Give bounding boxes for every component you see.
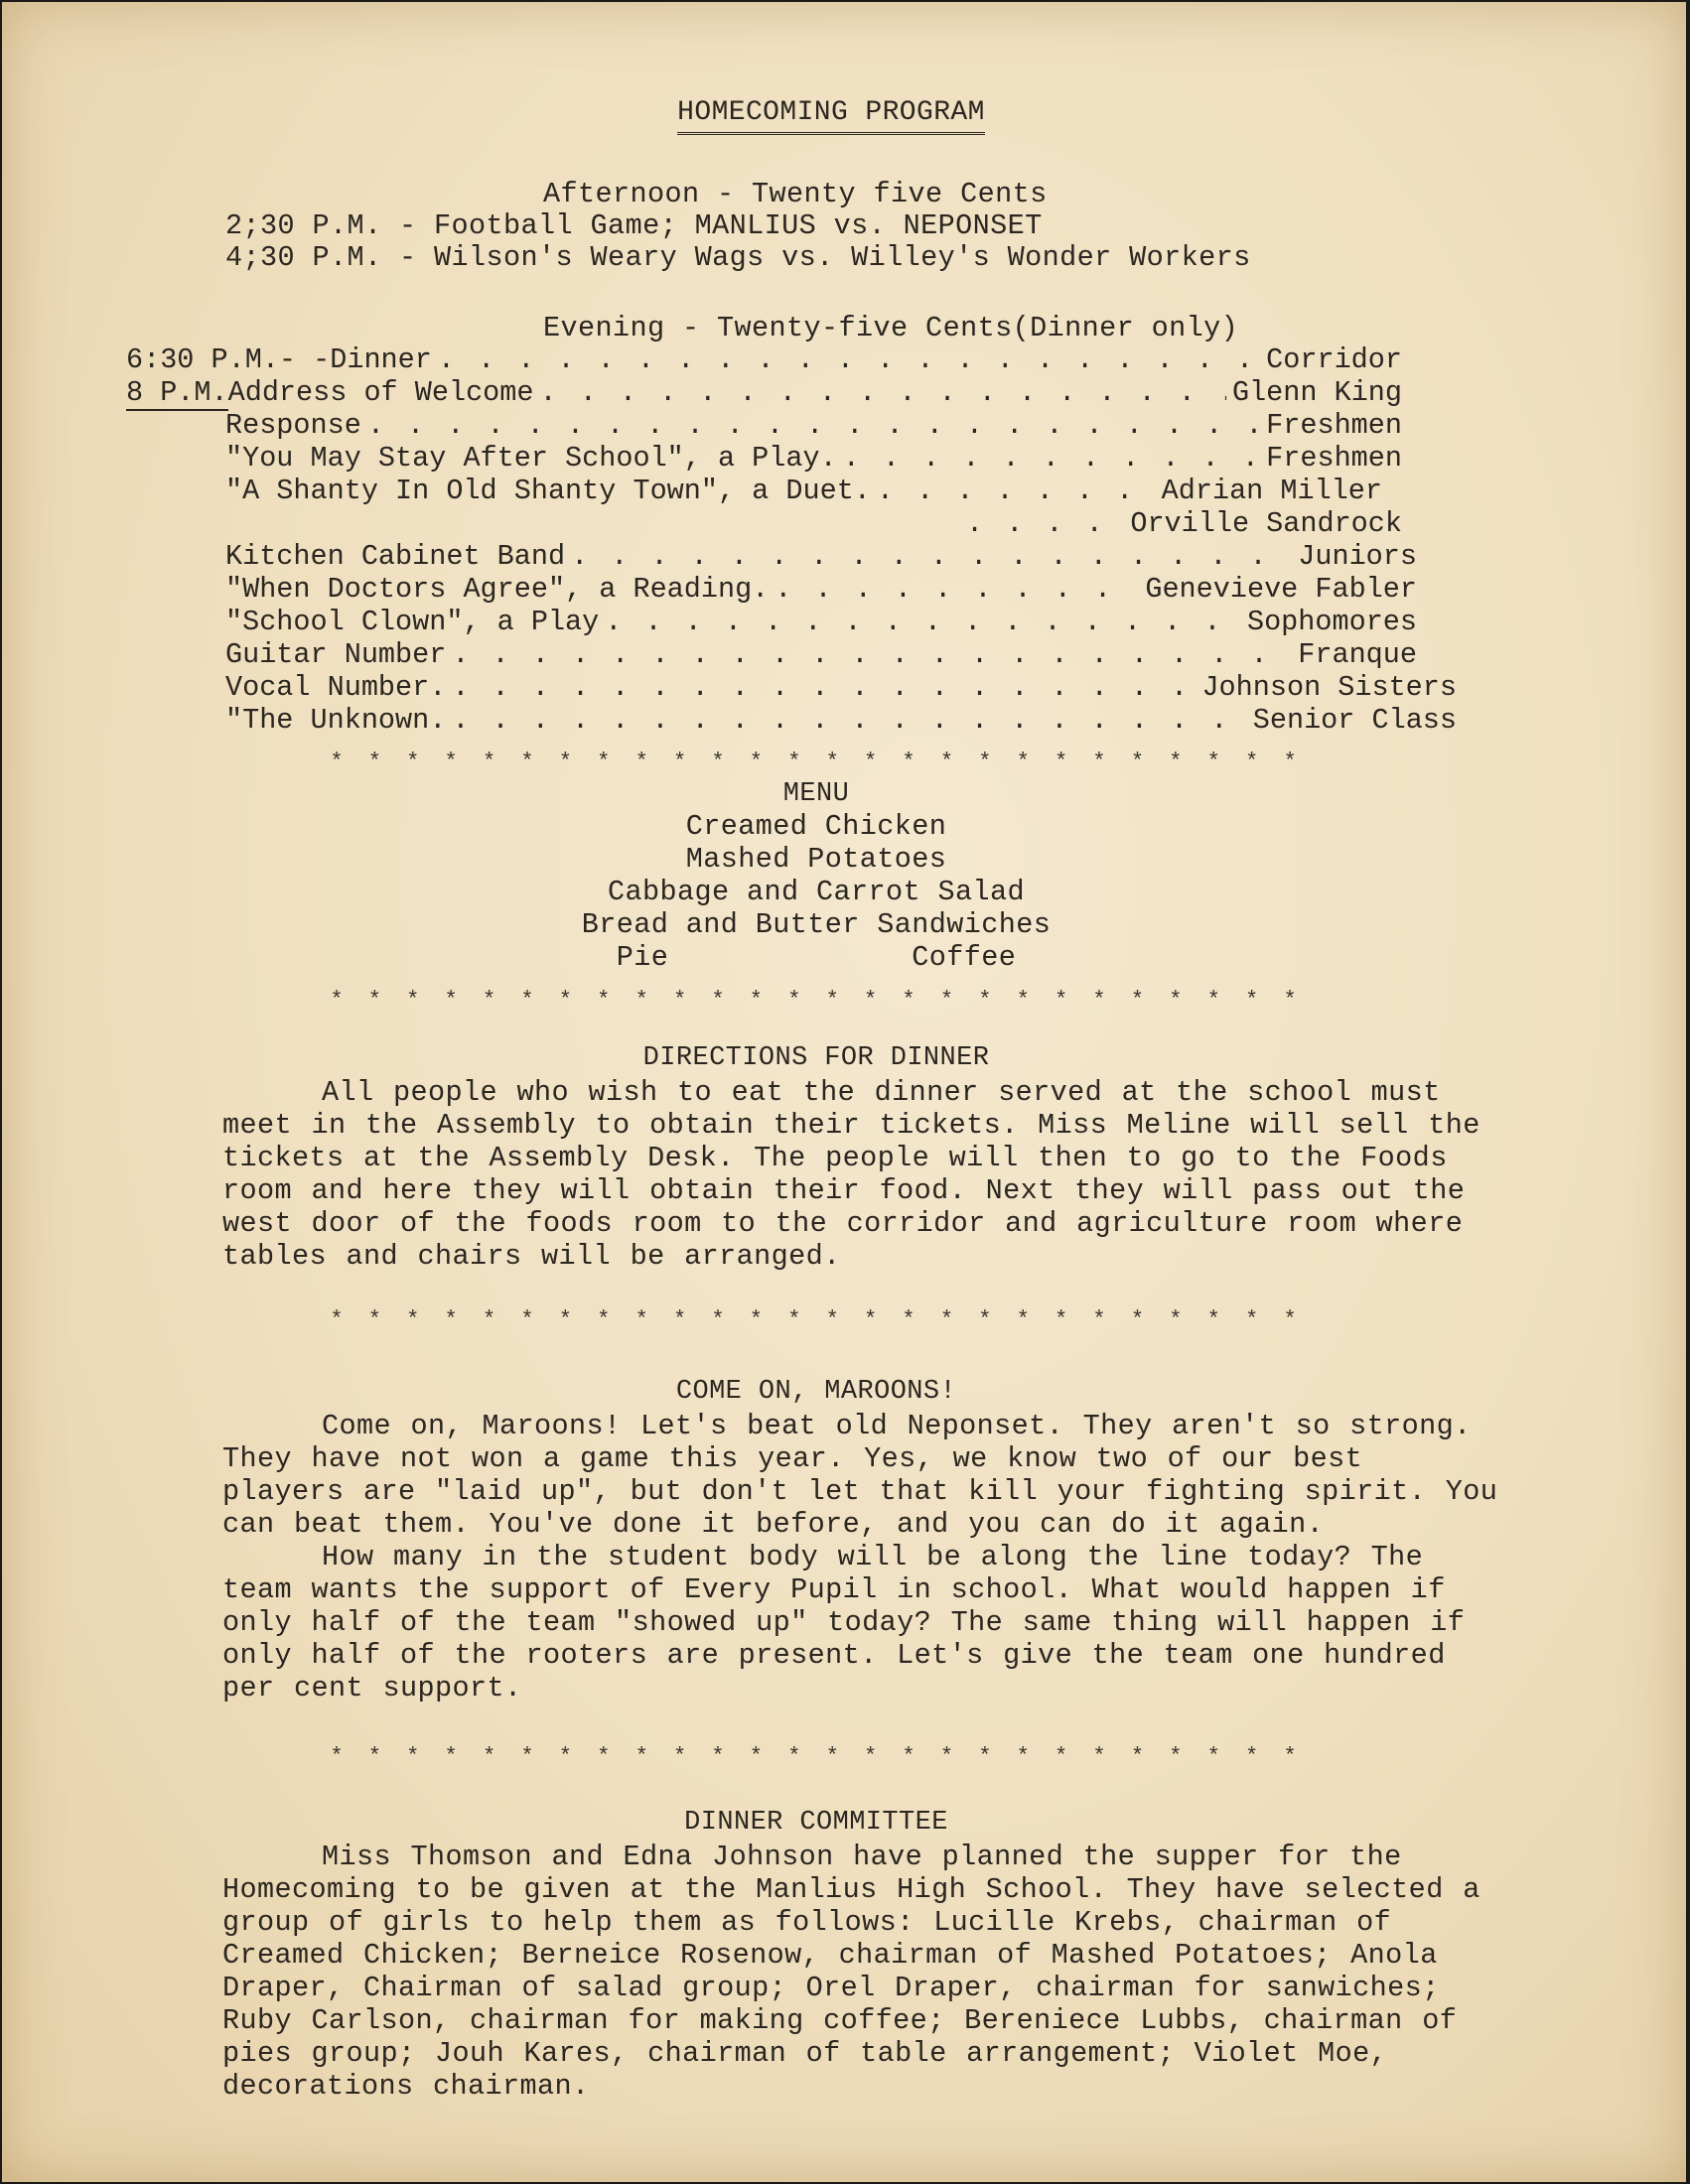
program-row	[225, 410, 1402, 442]
program-row	[225, 476, 1382, 507]
menu-item: Creamed Chicken	[685, 810, 947, 843]
paragraph: Miss Thomson and Edna Johnson have planned the supper for the Homecoming to be given at the Manlius High School. They have selected a group of girls to help them as follows: Lucille Krebs, chairman of Creamed Chicken; Berneice Rosenow, chairman of Mashed Potatoes; Anola Draper, Chairman of salad group; Orel Draper, chairman for sanwiches; Ruby Carlson, chairman for making coffee; Bereniece Lubbs, chairman of pies group; Jouh Kares, chairman of table arrangement; Violet Moe, decorations chairman.	[222, 1841, 1480, 2103]
directions-heading: DIRECTIONS FOR DINNER	[642, 1043, 990, 1073]
program-label: Dinner	[330, 343, 432, 376]
program-label: "You May Stay After School", a Play.	[225, 442, 837, 475]
afternoon-header: Afternoon - Twenty five Cents	[543, 178, 1048, 210]
dot-leader	[966, 508, 1124, 540]
dot-leader	[605, 607, 1241, 638]
menu-item: Mashed Potatoes	[685, 843, 947, 876]
program-performer: Franque	[1298, 638, 1417, 671]
program-row	[225, 639, 1417, 671]
star-divider: * * * * * * * * * * * * * * * * * * * * * * * * * *	[330, 988, 1303, 1013]
program-performer: Freshmen	[1266, 409, 1402, 442]
program-performer: Johnson Sisters	[1201, 671, 1457, 704]
program-row	[225, 705, 1457, 737]
committee-body	[222, 1841, 1503, 2103]
come-on-body	[222, 1410, 1503, 1705]
star-divider: * * * * * * * * * * * * * * * * * * * * * * * * * *	[330, 1744, 1303, 1769]
star-divider: * * * * * * * * * * * * * * * * * * * * * * * * * *	[330, 1307, 1303, 1332]
program-sheet	[2, 2, 1686, 2182]
menu-heading: MENU	[782, 779, 850, 809]
program-row	[960, 508, 1402, 540]
program-label: Response	[225, 409, 361, 442]
program-row	[126, 344, 1402, 376]
program-performer: Senior Class	[1252, 704, 1457, 737]
come-on-heading: COME ON, MAROONS!	[675, 1377, 957, 1407]
program-performer: Genevieve Fabler	[1145, 573, 1417, 606]
dot-leader	[367, 410, 1260, 442]
star-divider: * * * * * * * * * * * * * * * * * * * * * * * * * *	[330, 750, 1303, 774]
program-row	[225, 607, 1417, 638]
program-row	[225, 574, 1417, 606]
afternoon-line-1: 2;30 P.M. - Football Game; MANLIUS vs. NEPONSET	[225, 209, 1043, 242]
afternoon-line-2: 4;30 P.M. - Wilson's Weary Wags vs. Willey's Wonder Workers	[225, 241, 1251, 274]
program-label: Vocal Number.	[225, 671, 447, 704]
program-label: "A Shanty In Old Shanty Town", a Duet.	[225, 475, 871, 507]
program-label: "School Clown", a Play	[225, 606, 600, 638]
dot-leader	[571, 541, 1292, 573]
program-performer: Orville Sandrock	[1130, 507, 1402, 540]
program-performer: Glenn King	[1231, 376, 1402, 409]
dot-leader	[877, 476, 1156, 507]
program-performer: Freshmen	[1266, 442, 1402, 475]
dot-leader	[438, 344, 1260, 376]
directions-body	[222, 1076, 1503, 1273]
menu-item: Cabbage and Carrot Salad	[607, 876, 1026, 908]
program-time: 8 P.M.	[126, 376, 228, 409]
evening-header: Evening - Twenty-five Cents(Dinner only)	[543, 312, 1239, 344]
paragraph: All people who wish to eat the dinner served at the school must meet in the Assembly to obtain their tickets. Miss Meline will sell the tickets at the Assembly Desk. The people will then to go to the Foods room and here they will obtain their food. Next they will pass out the west door of the foods room to the corridor and agriculture room where tables and chairs will be arranged.	[222, 1076, 1480, 1273]
program-label: "The Unknown.	[225, 704, 447, 737]
dot-leader	[775, 574, 1139, 606]
program-performer: Adrian Miller	[1161, 475, 1382, 507]
program-time: 6:30 P.M.- -	[126, 343, 331, 376]
dot-leader	[452, 672, 1196, 704]
page-title: HOMECOMING PROGRAM	[2, 97, 1660, 129]
program-performer: Juniors	[1298, 540, 1417, 573]
program-performer: Corridor	[1266, 343, 1402, 376]
menu-item: Bread and Butter Sandwiches	[581, 908, 1052, 941]
program-row	[126, 377, 1402, 411]
menu-item: Pie Coffee	[616, 941, 1017, 974]
program-label: "When Doctors Agree", a Reading.	[225, 573, 770, 606]
program-label: Guitar Number	[225, 638, 447, 671]
program-label: Address of Welcome	[227, 376, 534, 409]
program-row	[225, 443, 1402, 475]
committee-heading: DINNER COMMITTEE	[684, 1808, 948, 1838]
program-label: Kitchen Cabinet Band	[225, 540, 566, 573]
paragraph: Come on, Maroons! Let's beat old Neponset. They aren't so strong. They have not won a game this year. Yes, we know two of our best players are "laid up", but don't let that kill your fighting spirit. You can beat them. You've done it before, and you can do it again.	[222, 1410, 1498, 1541]
dot-leader	[452, 639, 1292, 671]
dot-leader	[843, 443, 1260, 475]
paragraph: How many in the student body will be along the line today? The team wants the support of Every Pupil in school. What would happen if only half of the team "showed up" today? The same thing will happen if only half of the rooters are present. Let's give the team one hundred per cent support.	[222, 1541, 1466, 1705]
dot-leader	[452, 705, 1246, 737]
program-row	[225, 541, 1417, 573]
dot-leader	[539, 377, 1225, 409]
program-performer: Sophomores	[1246, 606, 1417, 638]
program-row	[225, 672, 1457, 704]
